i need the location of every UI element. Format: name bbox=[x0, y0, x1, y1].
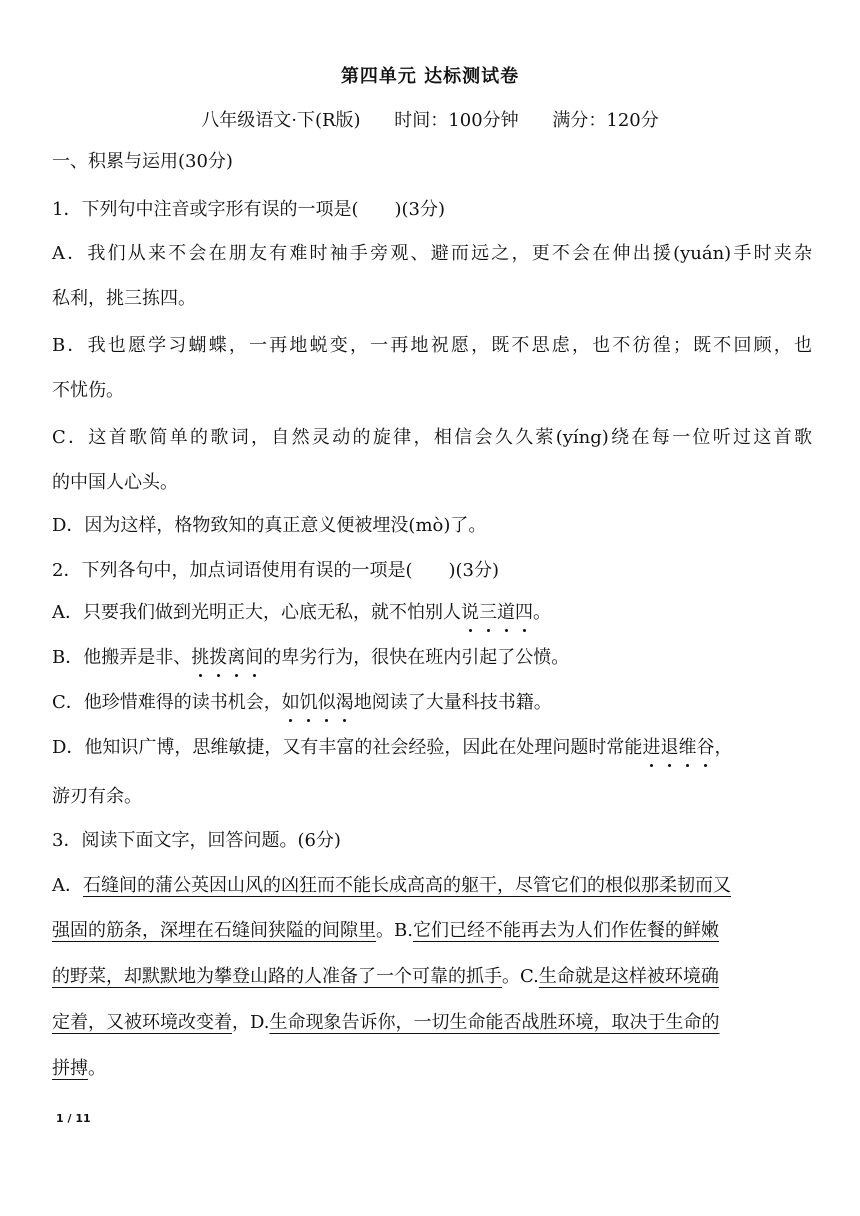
question-1-points: )(3分) bbox=[394, 199, 446, 220]
question-2-text: 2．下列各句中，加点词语使用有误的一项是( bbox=[52, 560, 413, 581]
option-text: B．他搬弄是非、 bbox=[52, 647, 192, 668]
section-heading: 一、积累与运用(30分) bbox=[52, 151, 233, 172]
emphasis-char: 退 bbox=[660, 735, 678, 761]
q1-option-a-line1: A．我们从来不会在朋友有难时袖手旁观、避而远之，更不会在伸出援(yuán)手时夹杂 bbox=[52, 243, 812, 264]
page-title: 第四单元 达标测试卷 bbox=[340, 66, 520, 87]
emphasis-char: 间 bbox=[245, 645, 263, 671]
option-text: D．他知识广博，思维敏捷，又有丰富的社会经验，因此在处理问题时常能 bbox=[52, 737, 643, 758]
emphasis-char: 饥 bbox=[300, 690, 318, 716]
emphasis-char: 挑 bbox=[191, 645, 209, 671]
grade-label: 八年级语文·下(R版) bbox=[201, 110, 361, 131]
question-2-points: )(3分) bbox=[448, 560, 500, 581]
emphasis-char: 离 bbox=[227, 645, 245, 671]
q1-option-b-line1: B．我也愿学习蝴蝶，一再地蜕变，一再地祝愿，既不思虑，也不彷徨；既不回顾，也 bbox=[52, 335, 812, 356]
time-label: 时间：100分钟 bbox=[394, 110, 519, 131]
option-text: C．他珍惜难得的读书机会， bbox=[52, 692, 282, 713]
emphasis-char: 如 bbox=[282, 690, 300, 716]
question-1-text: 1．下列句中注音或字形有误的一项是( bbox=[52, 199, 359, 220]
passage-label: 。C. bbox=[502, 966, 539, 987]
option-text: 地阅读了大量科技书籍。 bbox=[353, 692, 552, 713]
option-text: 。 bbox=[533, 602, 551, 623]
score-label: 满分：120分 bbox=[552, 110, 659, 131]
option-text: ， bbox=[714, 737, 733, 758]
q2-option-d-line2: 游刃有余。 bbox=[52, 786, 142, 807]
underlined-sentence: 定着，又被环境改变着 bbox=[52, 1012, 232, 1033]
q3-passage-line2 bbox=[52, 918, 812, 944]
q2-option-a bbox=[52, 600, 812, 626]
dotted-phrase bbox=[642, 737, 714, 758]
question-2-stem bbox=[52, 558, 812, 584]
underlined-sentence: 强固的筋条，深埋在石缝间狭隘的间隙里 bbox=[52, 920, 376, 941]
underlined-sentence: 生命就是这样被环境确 bbox=[538, 966, 719, 987]
underlined-sentence: 它们已经不能再去为人们作佐餐的鲜嫩 bbox=[412, 920, 719, 941]
q2-option-d-line1 bbox=[52, 735, 812, 761]
option-text: A．只要我们做到光明正大，心底无私，就不怕别人 bbox=[52, 602, 461, 623]
q3-passage-line4 bbox=[52, 1010, 812, 1036]
dotted-phrase bbox=[461, 602, 533, 623]
underlined-sentence: 生命现象告诉你，一切生命能否战胜环境，取决于生命的 bbox=[269, 1012, 720, 1033]
underlined-sentence: 拼搏 bbox=[52, 1058, 88, 1079]
q3-passage-line3 bbox=[52, 964, 812, 990]
emphasis-char: 渴 bbox=[336, 690, 354, 716]
q1-option-b-line2: 不忧伤。 bbox=[52, 380, 124, 401]
emphasis-char: 似 bbox=[318, 690, 336, 716]
q1-option-d: D．因为这样，格物致知的真正意义便被埋没(mò)了。 bbox=[52, 515, 487, 536]
emphasis-char: 四 bbox=[515, 600, 533, 626]
emphasis-char: 三 bbox=[479, 600, 497, 626]
emphasis-char: 道 bbox=[497, 600, 515, 626]
passage-label: ，D. bbox=[232, 1012, 270, 1033]
underlined-sentence: 的野菜，却默默地为攀登山路的人准备了一个可靠的抓手 bbox=[52, 966, 502, 987]
passage-text: 。 bbox=[88, 1058, 106, 1079]
emphasis-char: 维 bbox=[678, 735, 696, 761]
q3-passage-line1 bbox=[52, 873, 812, 899]
q2-option-b bbox=[52, 645, 812, 671]
passage-label: A． bbox=[52, 875, 83, 896]
question-3-stem: 3．阅读下面文字，回答问题。(6分) bbox=[52, 830, 341, 851]
emphasis-char: 进 bbox=[642, 735, 660, 761]
emphasis-char: 说 bbox=[461, 600, 479, 626]
q2-option-c bbox=[52, 690, 812, 716]
dotted-phrase bbox=[191, 647, 263, 668]
q1-option-a-line2: 私利，挑三拣四。 bbox=[52, 288, 196, 309]
page-number: 1 / 11 bbox=[56, 1112, 91, 1125]
option-text: 的卑劣行为，很快在班内引起了公愤。 bbox=[263, 647, 570, 668]
passage-label: 。B. bbox=[376, 920, 413, 941]
q1-option-c-line1: C．这首歌简单的歌词，自然灵动的旋律，相信会久久萦(yíng)绕在每一位听过这首歌 bbox=[52, 427, 812, 448]
question-1-stem bbox=[52, 197, 812, 223]
exam-info bbox=[0, 106, 860, 132]
q1-option-c-line2: 的中国人心头。 bbox=[52, 472, 178, 493]
q3-passage-line5 bbox=[52, 1056, 812, 1082]
underlined-sentence: 石缝间的蒲公英因山风的凶狂而不能长成高高的躯干，尽管它们的根似那柔韧而又 bbox=[83, 875, 731, 896]
dotted-phrase bbox=[282, 692, 354, 713]
emphasis-char: 谷 bbox=[696, 735, 714, 761]
emphasis-char: 拨 bbox=[209, 645, 227, 671]
